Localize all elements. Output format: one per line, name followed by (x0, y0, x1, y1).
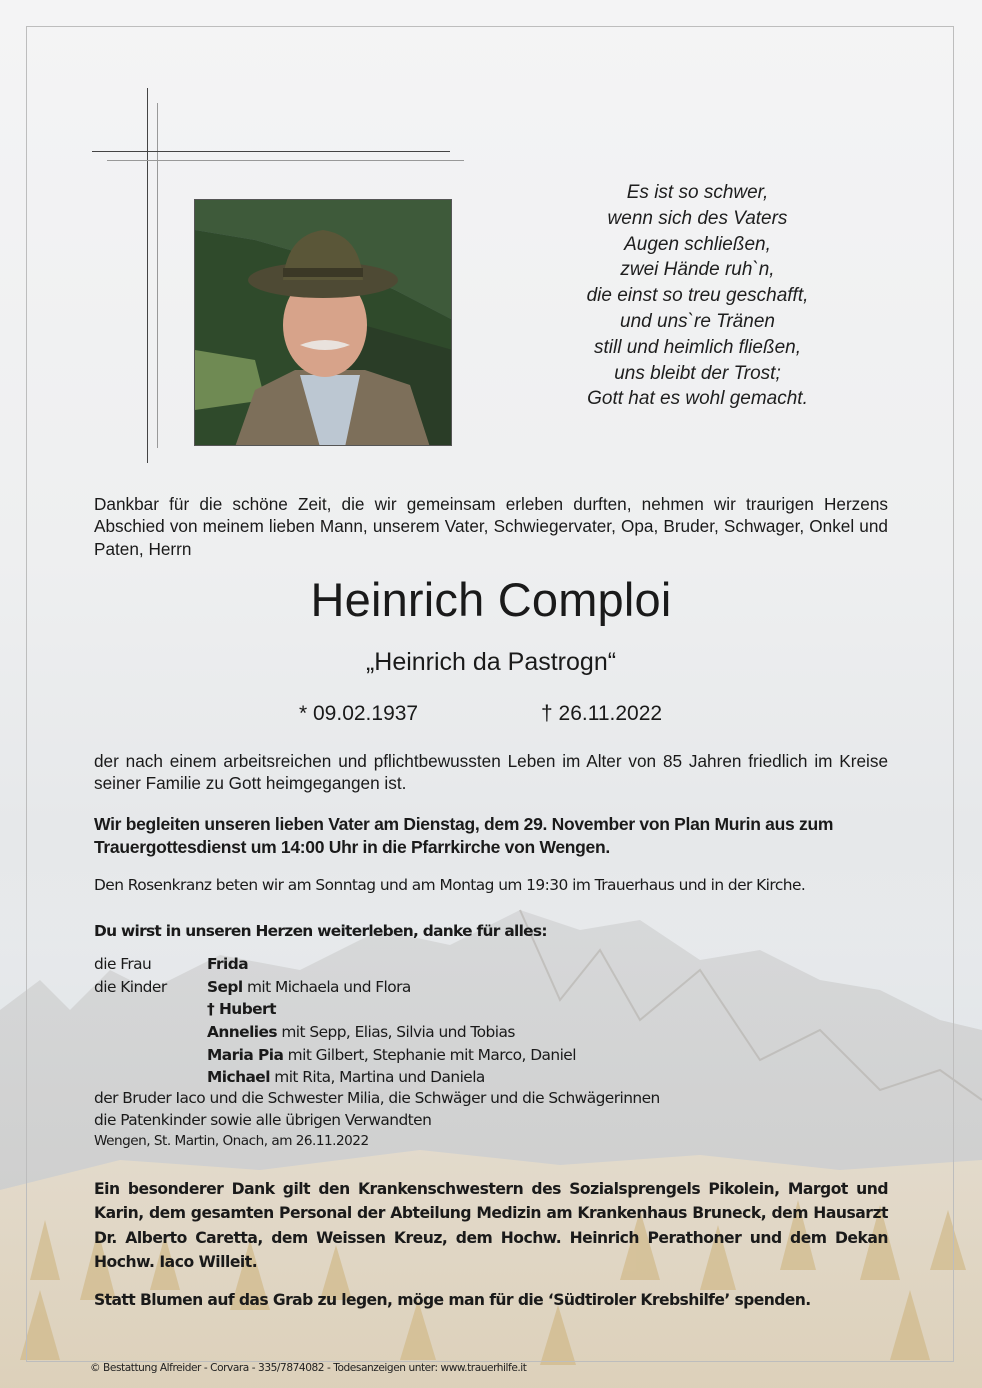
death-date: † 26.11.2022 (541, 702, 663, 725)
family-row (94, 1021, 576, 1044)
family-name: Maria Pia (207, 1045, 284, 1064)
rosary-notice: Den Rosenkranz beten wir am Sonntag und am Montag um 19:30 im Trauerhaus und in der Kirche. (94, 876, 806, 894)
family-name: Michael (207, 1068, 270, 1087)
poem-line: die einst so treu geschafft, (586, 285, 809, 307)
family-row (94, 998, 576, 1021)
family-name: Annelies (207, 1023, 278, 1042)
poem-line: Augen schließen, (624, 233, 771, 255)
cross-vertical-line (147, 88, 148, 463)
family-relation: die Frau (94, 955, 152, 973)
poem-line: uns bleibt der Trost; (614, 362, 781, 384)
cross-horizontal-shadow-line (107, 160, 464, 161)
family-details: mit Sepp, Elias, Silvia und Tobias (277, 1023, 515, 1042)
relatives-line: der Bruder Iaco und die Schwester Milia, die Schwäger und die Schwägerinnen (94, 1089, 660, 1107)
family-row (94, 1066, 576, 1089)
deceased-nickname: „Heinrich da Pastrogn“ (365, 648, 617, 676)
family-name: Sepl (207, 977, 243, 996)
portrait-illustration (195, 200, 452, 446)
special-thanks: Ein besonderer Dank gilt den Krankenschwestern des Sozialsprengels Pikolein, Margot und Karin, dem gesamten Personal der Abteilung Medizin am Krankenhaus Bruneck, dem Hausarzt Dr. Alberto Caretta, dem Weissen Kreuz, dem Hochw. Heinrich Perathoner und dem Dekan Hochw. Iaco Willeit. (94, 1180, 888, 1271)
family-details: mit Gilbert, Stephanie mit Marco, Daniel (283, 1045, 576, 1064)
poem-line: zwei Hände ruh`n, (620, 259, 775, 281)
poem-line: Gott hat es wohl gemacht. (587, 388, 808, 410)
portrait-photo (194, 199, 452, 446)
life-paragraph: der nach einem arbeitsreichen und pflichtbewussten Leben im Alter von 85 Jahren friedlich im Kreise seiner Familie zu Gott heimgegangen ist. (94, 751, 888, 794)
funeral-notice: Wir begleiten unseren lieben Vater am Dienstag, dem 29. November von Plan Murin aus zum Trauergottesdienst um 14:00 Uhr in die Pfarrkirche von Wengen. (94, 814, 834, 857)
godchildren-line: die Patenkinder sowie alle übrigen Verwandten (94, 1111, 432, 1129)
poem-line: Es ist so schwer, (626, 182, 769, 203)
family-details: mit Michaela und Flora (242, 977, 411, 996)
family-row (94, 953, 576, 976)
poem-line: und uns`re Tränen (620, 310, 775, 332)
memorial-poem (530, 180, 865, 412)
intro-paragraph: Dankbar für die schöne Zeit, die wir gemeinsam erleben durften, nehmen wir traurigen Herzens Abschied von meinem lieben Mann, unserem Vater, Schwiegervater, Opa, Bruder, Schwager, Onkel und Paten, Herrn (94, 494, 888, 559)
cross-horizontal-line (92, 151, 450, 152)
cross-vertical-shadow-line (157, 103, 158, 448)
family-name: † Hubert (207, 1000, 276, 1019)
donation-notice: Statt Blumen auf das Grab zu legen, möge man für die ‘Südtiroler Krebshilfe’ spenden. (94, 1291, 811, 1309)
family-row (94, 976, 576, 999)
family-relation: die Kinder (94, 977, 167, 996)
birth-date: * 09.02.1937 (299, 702, 419, 725)
poem-line: wenn sich des Vaters (607, 207, 788, 229)
family-heading: Du wirst in unseren Herzen weiterleben, danke für alles: (94, 922, 547, 940)
family-name: Frida (207, 955, 249, 973)
poem-line: still und heimlich fließen, (594, 336, 801, 358)
family-row (94, 1044, 576, 1067)
deceased-name: Heinrich Comploi (310, 573, 672, 626)
family-details: mit Rita, Martina und Daniela (269, 1068, 485, 1087)
footer-credits: © Bestattung Alfreider - Corvara - 335/7874082 - Todesanzeigen unter: www.trauerhilfe.it (90, 1362, 527, 1374)
family-list (94, 953, 576, 1089)
place-and-date: Wengen, St. Martin, Onach, am 26.11.2022 (94, 1133, 369, 1149)
